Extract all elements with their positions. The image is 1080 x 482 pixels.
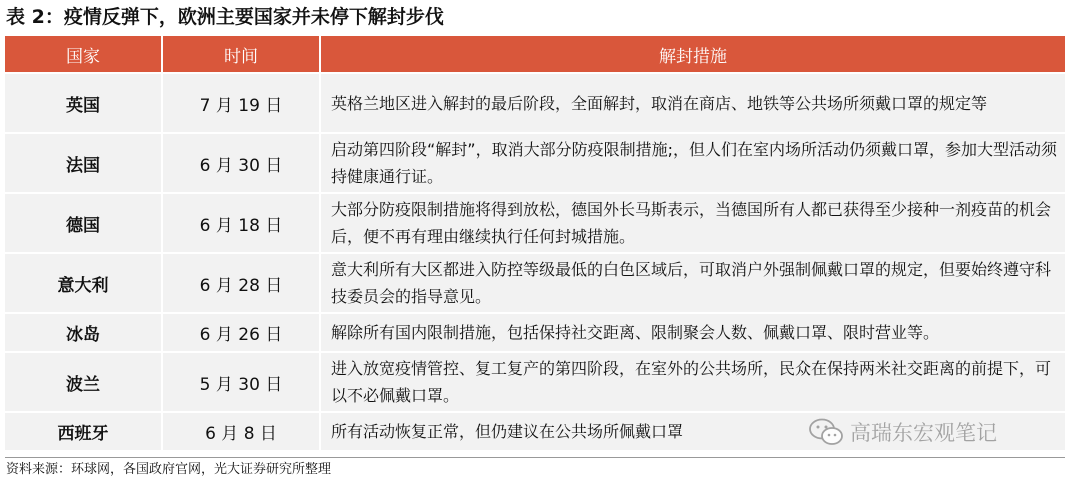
- table-row: [5, 133, 1065, 193]
- cell-measures: 英格兰地区进入解封的最后阶段，全面解封，取消在商店、地铁等公共场所须戴口罩的规定等: [320, 73, 1065, 133]
- table-title: 表 2：疫情反弹下，欧洲主要国家并未停下解封步伐: [6, 6, 444, 28]
- cell-country: 西班牙: [5, 412, 162, 450]
- header-country: 国家: [5, 36, 162, 73]
- cell-country: 英国: [5, 73, 162, 133]
- table-row: [5, 253, 1065, 313]
- cell-country: 冰岛: [5, 313, 162, 352]
- cell-measures: 进入放宽疫情管控、复工复产的第四阶段，在室外的公共场所，民众在保持两米社交距离的前提下，可以不必佩戴口罩。: [320, 352, 1065, 412]
- cell-date: 6 月 26 日: [162, 313, 320, 352]
- cell-measures: 意大利所有大区都进入防控等级最低的白色区域后，可取消户外强制佩戴口罩的规定，但要始终遵守科技委员会的指导意见。: [320, 253, 1065, 313]
- watermark: [808, 418, 997, 446]
- cell-country: 意大利: [5, 253, 162, 313]
- table-row: [5, 313, 1065, 352]
- table-row: [5, 352, 1065, 412]
- bottom-rule: [5, 457, 1065, 458]
- cell-measures: 启动第四阶段“解封”，取消大部分防疫限制措施;，但人们在室内场所活动仍须戴口罩，参加大型活动须持健康通行证。: [320, 133, 1065, 193]
- cell-measures: 所有活动恢复正常，但仍建议在公共场所佩戴口罩: [320, 412, 1065, 450]
- cell-measures: 大部分防疫限制措施将得到放松，德国外长马斯表示，当德国所有人都已获得至少接种一剂疫苗的机会后，便不再有理由继续执行任何封城措施。: [320, 193, 1065, 253]
- header-measures: 解封措施: [320, 36, 1065, 73]
- cell-country: 波兰: [5, 352, 162, 412]
- cell-country: 德国: [5, 193, 162, 253]
- cell-country: 法国: [5, 133, 162, 193]
- cell-date: 6 月 8 日: [162, 412, 320, 450]
- source-note: 资料来源：环球网，各国政府官网，光大证券研究所整理: [6, 462, 332, 477]
- cell-measures: 解除所有国内限制措施，包括保持社交距离、限制聚会人数、佩戴口罩、限时营业等。: [320, 313, 1065, 352]
- cell-date: 6 月 30 日: [162, 133, 320, 193]
- unlock-measures-table: [5, 36, 1065, 450]
- header-date: 时间: [162, 36, 320, 73]
- cell-date: 7 月 19 日: [162, 73, 320, 133]
- table-row: [5, 193, 1065, 253]
- watermark-text: 高瑞东宏观笔记: [850, 421, 997, 445]
- table-row: [5, 73, 1065, 133]
- cell-date: 5 月 30 日: [162, 352, 320, 412]
- table-header-row: [5, 36, 1065, 73]
- wechat-icon: [808, 418, 844, 446]
- cell-date: 6 月 28 日: [162, 253, 320, 313]
- cell-date: 6 月 18 日: [162, 193, 320, 253]
